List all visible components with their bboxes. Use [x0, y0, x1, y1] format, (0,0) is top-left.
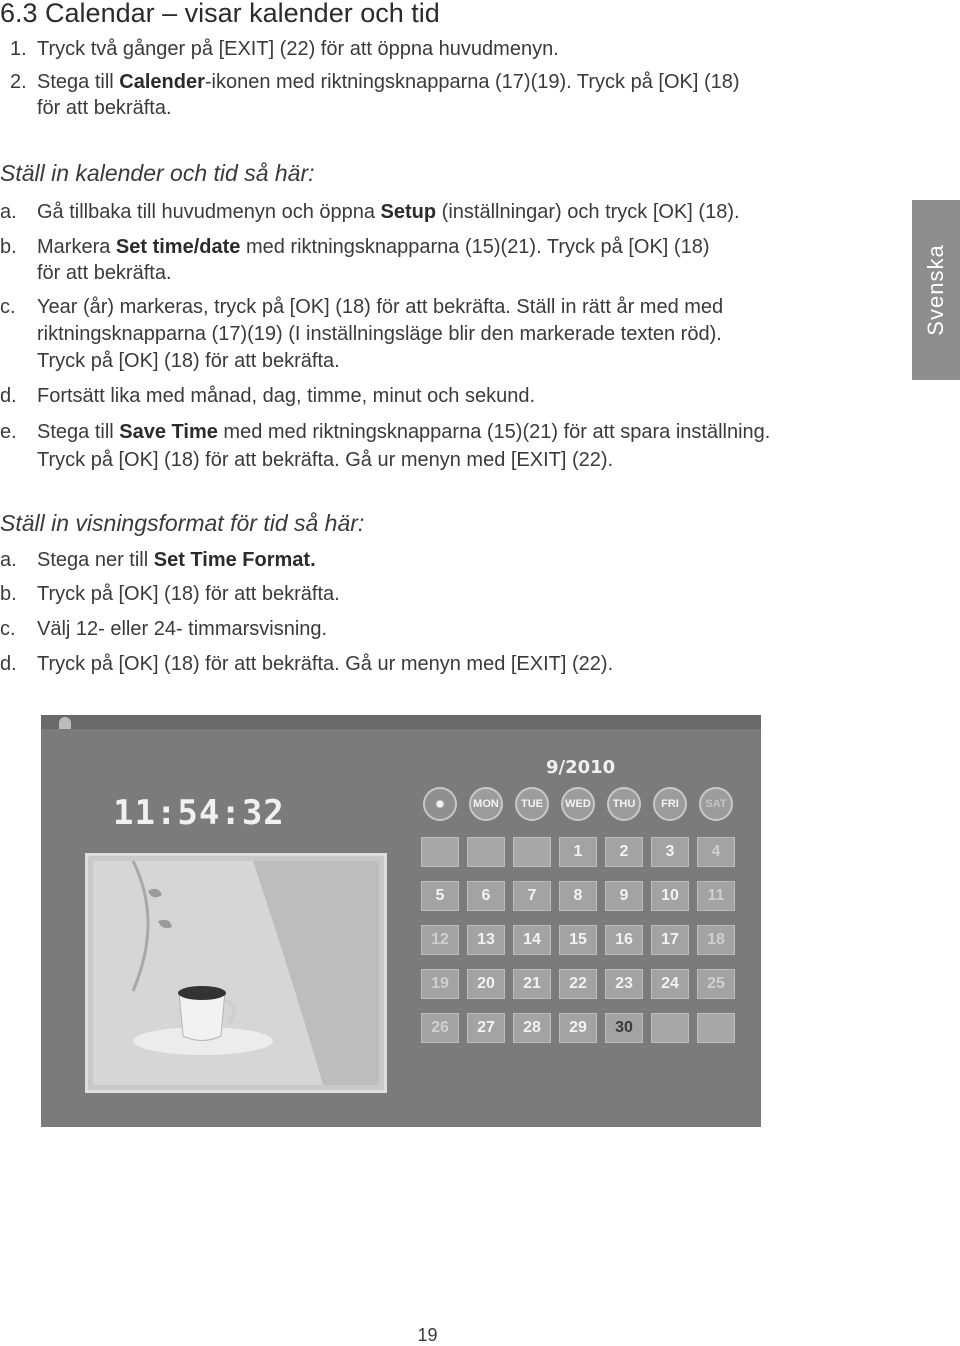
calendar-cell: 27: [467, 1013, 505, 1043]
calendar-cell: [651, 1013, 689, 1043]
day-header-tue: TUE: [515, 787, 549, 821]
day-header-thu: THU: [607, 787, 641, 821]
calendar-cell: 25: [697, 969, 735, 999]
page-number: 19: [417, 1325, 438, 1345]
calendar-cell: 24: [651, 969, 689, 999]
calendar-cell: 10: [651, 881, 689, 911]
calendar-cell: 29: [559, 1013, 597, 1043]
calendar-cell: [467, 837, 505, 867]
device-screen-photo: [41, 715, 761, 1127]
calendar-cell: 26: [421, 1013, 459, 1043]
calendar-cell: 11: [697, 881, 735, 911]
day-header-fri: FRI: [653, 787, 687, 821]
calendar-cell: 18: [697, 925, 735, 955]
day-header-wed: WED: [561, 787, 595, 821]
clock-display: 11:54:32: [113, 793, 285, 833]
calendar-cell-today: 30: [605, 1013, 643, 1043]
calendar-cell: 12: [421, 925, 459, 955]
coffee-cup-image: [93, 861, 379, 1085]
calendar-cell: 1: [559, 837, 597, 867]
calendar-cell: [513, 837, 551, 867]
calendar-cell: 21: [513, 969, 551, 999]
calendar-cell: 4: [697, 837, 735, 867]
day-header-mon: MON: [469, 787, 503, 821]
calendar-cell: 22: [559, 969, 597, 999]
step-2-text: Stega till Calender-ikonen med riktningsknapparna (17)(19). Tryck på [OK] (18): [37, 71, 740, 93]
calendar-month: 9/2010: [546, 757, 616, 778]
photo-frame: [85, 853, 387, 1093]
calendar-cell: 6: [467, 881, 505, 911]
language-tab: Svenska: [912, 200, 960, 380]
calendar-cell: 14: [513, 925, 551, 955]
screen-status-icon: [41, 715, 81, 729]
sun-icon: ✹: [423, 787, 457, 821]
section-heading-calendar: Ställ in kalender och tid så här:: [0, 160, 315, 186]
section-heading-time-format: Ställ in visningsformat för tid så här:: [0, 510, 365, 536]
calendar-cell: 8: [559, 881, 597, 911]
page-title: 6.3 Calendar – visar kalender och tid: [0, 0, 440, 28]
calendar-cell: 13: [467, 925, 505, 955]
calendar-cell: 2: [605, 837, 643, 867]
calendar-cell: 23: [605, 969, 643, 999]
calendar-cell: 9: [605, 881, 643, 911]
calendar-cell: [421, 837, 459, 867]
calendar-cell: 20: [467, 969, 505, 999]
calendar-cell: [697, 1013, 735, 1043]
calendar-cell: 3: [651, 837, 689, 867]
calendar-cell: 7: [513, 881, 551, 911]
calendar-cell: 28: [513, 1013, 551, 1043]
screen-top-bar: [41, 715, 761, 729]
day-header-sat: SAT: [699, 787, 733, 821]
calendar-cell: 15: [559, 925, 597, 955]
calendar-cell: 5: [421, 881, 459, 911]
calendar-cell: 17: [651, 925, 689, 955]
calendar-cell: 16: [605, 925, 643, 955]
calendar-cell: 19: [421, 969, 459, 999]
